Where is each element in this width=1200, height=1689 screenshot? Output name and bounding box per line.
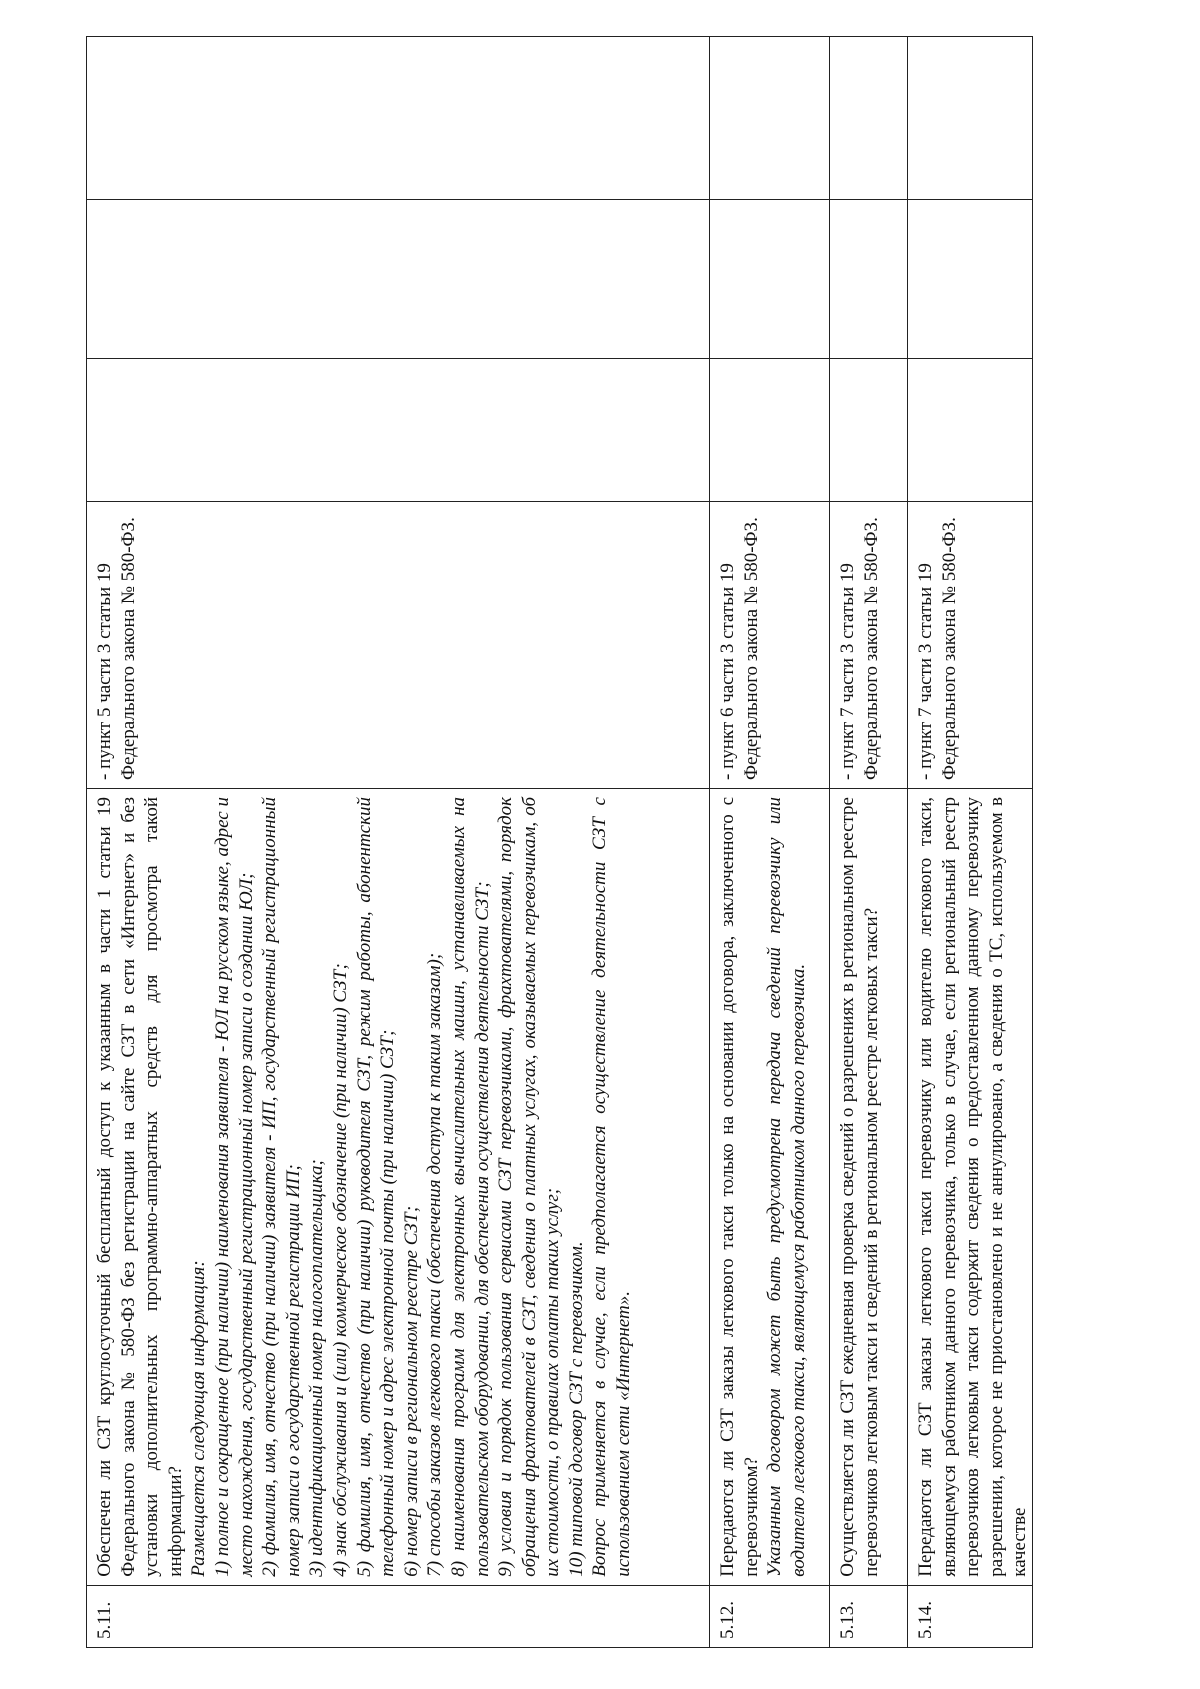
answer-yes-cell [830, 359, 908, 501]
table-row [908, 37, 1033, 1648]
legal-reference-line: - пункт 6 части 3 статьи 19 [717, 563, 738, 780]
legal-reference-line: - пункт 7 части 3 статьи 19 [837, 563, 858, 780]
note-line: 10) типовой договор СЗТ с перевозчиком. [565, 1241, 587, 1577]
question-text: Осуществляется ли СЗТ ежедневная проверка сведений о разрешениях в региональном реестре перевозчиков легковым такси и сведений в региональном реестре легковых такси? [837, 797, 882, 1577]
legal-reference-line: Федерального закона № 580-ФЗ. [938, 517, 960, 780]
table-row [710, 37, 830, 1648]
note-line: 3) идентификационный номер налогоплательщика; [306, 1159, 328, 1577]
note-line: Размещается следующая информация: [188, 1260, 210, 1577]
checklist-table [86, 36, 1033, 1648]
row-number: 5.11. [87, 1585, 710, 1647]
legal-reference-cell [710, 501, 830, 788]
note-line: 9) условия и порядок пользования сервисами СЗТ перевозчиками, фрахтователями, порядок обращения фрахтователей в СЗТ, сведения о платных услугах, оказываемых перевозчикам, об их стоимости, о правилах оплаты таких услуг; [495, 797, 564, 1577]
question-text: Передаются ли СЗТ заказы легкового такси перевозчику или водителю легкового такси, являющемуся работником данного перевозчика, только в случае, если региональный реестр перевозчиков легковым такси содержит сведения о предоставленном данному перевозчику разрешении, которое не приостановлено и не аннулировано, а сведения о ТС, используемом в качестве [915, 797, 1031, 1577]
note-line: 7) способы заказов легкового такси (обеспечения доступа к таким заказам); [424, 952, 446, 1577]
answer-no-cell [710, 199, 830, 359]
row-number: 5.13. [830, 1585, 908, 1647]
legal-reference-cell [908, 501, 1033, 788]
rotated-table-container [86, 36, 1031, 1648]
note-line: Указанным договором может быть предусмотрена передача сведений перевозчику или водителю легкового такси, являющемуся работником данного перевозчика. [764, 797, 809, 1577]
question-text: Передаются ли СЗТ заказы легкового такси только на основании договора, заключенного с перевозчиком? [717, 797, 762, 1577]
legal-reference-line: Федерального закона № 580-ФЗ. [117, 517, 139, 780]
table-row [87, 37, 710, 1648]
answer-yes-cell [87, 359, 710, 501]
answer-no-cell [87, 199, 710, 359]
note-line: 2) фамилия, имя, отчество (при наличии) заявителя - ИП, государственный регистрационный номер записи о государственной регистрации ИП; [259, 797, 304, 1577]
row-number: 5.14. [908, 1585, 1033, 1647]
answer-yes-cell [908, 359, 1033, 501]
question-cell [908, 789, 1033, 1586]
legal-reference-line: Федерального закона № 580-ФЗ. [740, 517, 762, 780]
note-line: 5) фамилия, имя, отчество (при наличии) руководителя СЗТ, режим работы, абонентский телефонный номер и адрес электронной почты (при наличии) СЗТ; [353, 797, 399, 1577]
note-line: Вопрос применяется в случае, если предполагается осуществление деятельности СЗТ с использованием сети «Интернет». [589, 797, 635, 1577]
legal-reference-line: - пункт 5 части 3 статьи 19 [94, 563, 115, 780]
answer-no-cell [830, 199, 908, 359]
note-line: 8) наименования программ для электронных вычислительных машин, устанавливаемых на пользовательском оборудовании, для обеспечения осуществления деятельности СЗТ; [447, 797, 493, 1577]
answer-na-cell [908, 37, 1033, 200]
answer-na-cell [87, 37, 710, 200]
note-line: 4) знак обслуживания и (или) коммерческое обозначение (при наличии) СЗТ; [329, 963, 351, 1577]
answer-yes-cell [710, 359, 830, 501]
table-row [830, 37, 908, 1648]
answer-no-cell [908, 199, 1033, 359]
legal-reference-cell [87, 501, 710, 788]
note-line: 1) полное и сокращенное (при наличии) наименования заявителя - ЮЛ на русском языке, адрес и место нахождения, государственный регистрационный номер записи о создании ЮЛ; [211, 797, 257, 1577]
question-cell [830, 789, 908, 1586]
legal-reference-cell [830, 501, 908, 788]
answer-na-cell [830, 37, 908, 200]
question-cell [87, 789, 710, 1586]
answer-na-cell [710, 37, 830, 200]
legal-reference-line: - пункт 7 части 3 статьи 19 [915, 563, 936, 780]
question-cell [710, 789, 830, 1586]
row-number: 5.12. [710, 1585, 830, 1647]
legal-reference-line: Федерального закона № 580-ФЗ. [860, 517, 882, 780]
note-line: 6) номер записи в региональном реестре СЗТ; [400, 1205, 422, 1577]
question-text: Обеспечен ли СЗТ круглосуточный бесплатный доступ к указанным в части 1 статьи 19 Федерального закона № 580-ФЗ без регистрации на сайте СЗТ в сети «Интернет» и без установки дополнительных программно-аппаратных средств для просмотра такой информации? [94, 797, 186, 1577]
